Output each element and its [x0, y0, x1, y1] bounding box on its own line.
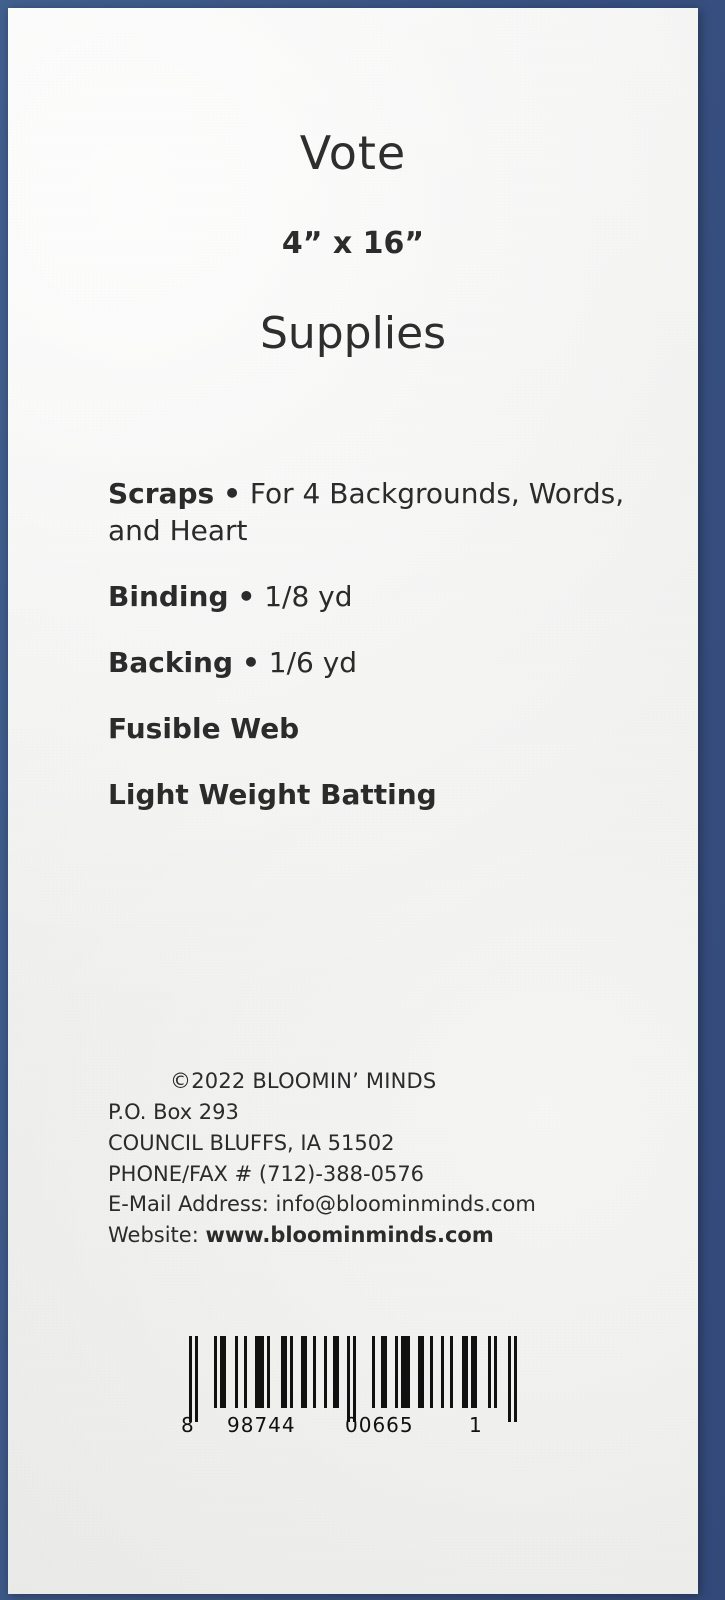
pattern-card	[8, 8, 698, 1594]
barcode-digits	[8, 1394, 698, 1437]
supply-separator: •	[223, 477, 241, 510]
list-item	[108, 711, 628, 748]
address-po-box: P.O. Box 293	[108, 1099, 239, 1124]
address-city-state-zip: COUNCIL BLUFFS, IA 51502	[108, 1130, 395, 1155]
barcode-digit-left: 8	[181, 1413, 195, 1437]
supply-separator: •	[237, 579, 256, 613]
list-item	[108, 777, 628, 814]
website-line	[108, 1220, 668, 1251]
card-content	[8, 8, 698, 1594]
supply-separator: •	[241, 645, 260, 679]
supply-label: Binding	[108, 579, 229, 613]
supply-label: Light Weight Batting	[108, 777, 437, 811]
supply-label: Backing	[108, 645, 234, 679]
website-label: Website:	[108, 1223, 199, 1248]
dimensions-text: 4” x 16”	[281, 226, 425, 261]
list-item	[108, 476, 628, 550]
phone-line: PHONE/FAX # (712)-388-0576	[108, 1161, 425, 1186]
barcode-digit-right: 1	[469, 1413, 483, 1437]
supply-label: Fusible Web	[108, 711, 300, 745]
supplies-heading: Supplies	[259, 308, 447, 359]
supply-value: 1/8 yd	[264, 579, 353, 613]
list-item	[108, 579, 628, 616]
page-title: Vote	[299, 126, 407, 180]
website-url: www.bloominminds.com	[205, 1223, 494, 1248]
supply-label: Scraps	[108, 477, 215, 510]
copyright-line: ©2022 BLOOMIN’ MINDS	[170, 1069, 437, 1093]
list-item	[108, 645, 628, 682]
barcode-digit-group2: 00665	[345, 1413, 414, 1437]
supply-value: For 4 Backgrounds, Words, and Heart	[108, 477, 625, 547]
supplies-list	[108, 476, 628, 843]
footer-block	[108, 1066, 668, 1251]
email-line: E-Mail Address: info@bloominminds.com	[108, 1192, 536, 1217]
supply-value: 1/6 yd	[268, 645, 358, 679]
barcode-digit-group1: 98744	[227, 1413, 296, 1437]
